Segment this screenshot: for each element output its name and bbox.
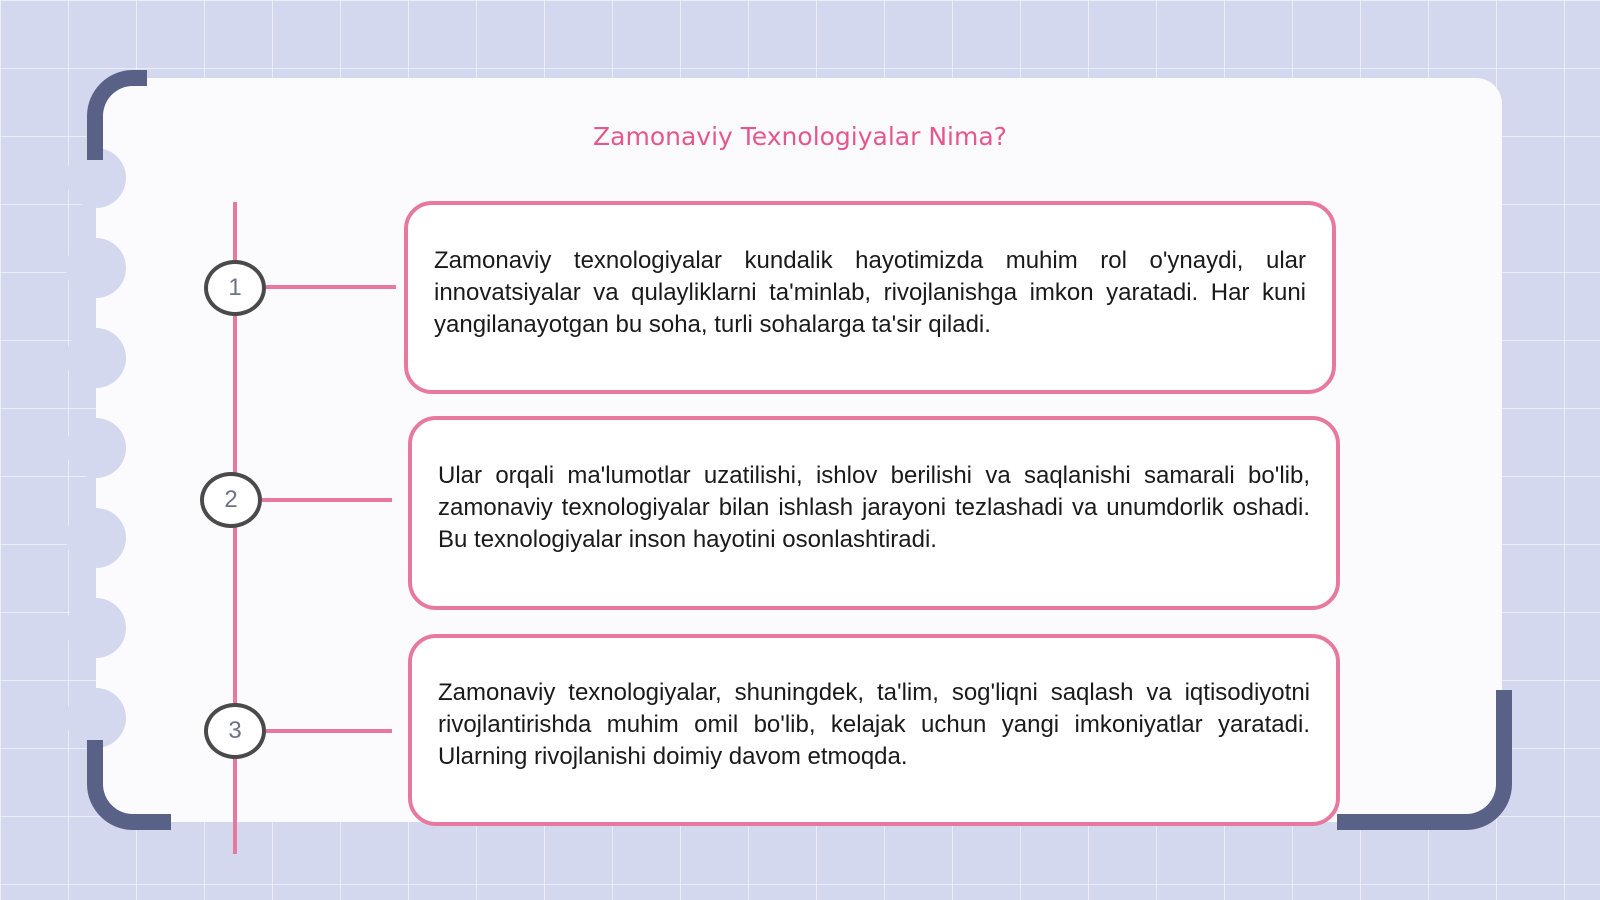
paper-notch	[66, 598, 126, 658]
paper-notch	[66, 508, 126, 568]
frame-corner-top-left	[87, 70, 147, 160]
step-number-badge: 1	[204, 260, 266, 316]
step-connector	[266, 285, 396, 289]
paper-notch	[66, 328, 126, 388]
slide-title: Zamonaviy Texnologiyalar Nima?	[593, 122, 1007, 151]
step-number-badge: 2	[200, 472, 262, 528]
paper-notch	[66, 688, 126, 748]
step-card	[404, 201, 1336, 394]
step-text: Zamonaviy texnologiyalar kundalik hayotimizda muhim rol o'ynaydi, ular innovatsiyalar va qulayliklarni ta'minlab, rivojlanishga imkon yaratadi. Har kuni yangilanayotgan bu soha, turli sohalarga ta'sir qiladi.	[434, 246, 1306, 338]
paper-notch	[66, 418, 126, 478]
step-card	[408, 416, 1340, 610]
frame-corner-bottom-left	[87, 740, 171, 830]
step-text: Ular orqali ma'lumotlar uzatilishi, ishlov berilishi va saqlanishi samarali bo'lib, zamonaviy texnologiyalar bilan ishlash jarayoni tezlashadi va unumdorlik oshadi. Bu texnologiyalar inson hayotini osonlashtiradi.	[438, 462, 1310, 553]
step-connector	[266, 729, 392, 733]
step-number-badge: 3	[204, 703, 266, 759]
frame-corner-bottom-right	[1337, 690, 1512, 830]
step-text: Zamonaviy texnologiyalar, shuningdek, ta'lim, sog'liqni saqlash va iqtisodiyotni rivojlantirishda muhim omil bo'lib, kelajak uchun yangi imkoniyatlar yaratadi. Ularning rivojlanishi doimiy davom etmoqda.	[438, 679, 1310, 770]
step-connector	[262, 498, 392, 502]
paper-notch	[66, 238, 126, 298]
step-card	[408, 634, 1340, 826]
